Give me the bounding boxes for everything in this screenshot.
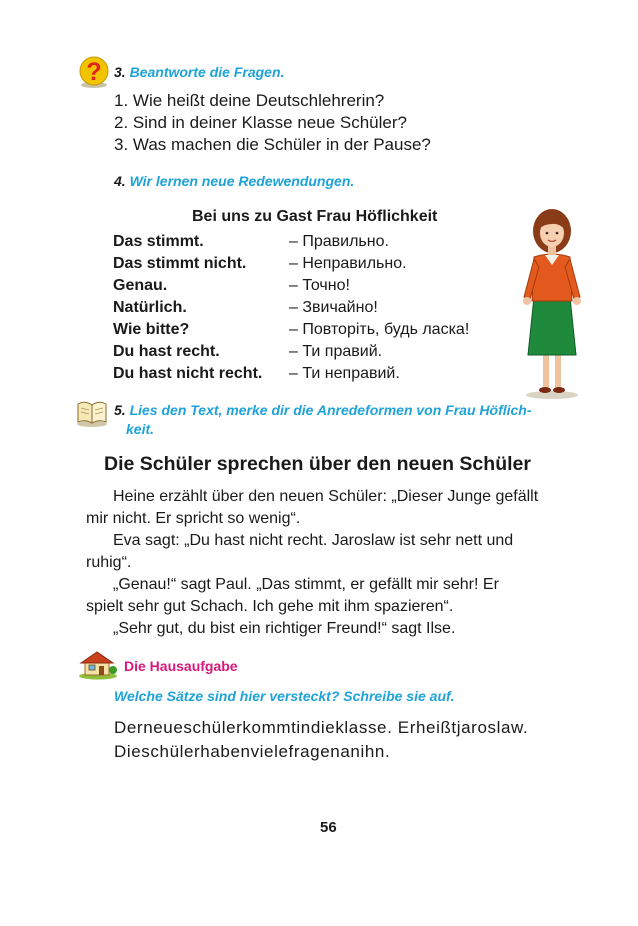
house-icon (77, 650, 119, 680)
phrase-ua: – Ти правий. (289, 343, 383, 360)
question-1: 1. Wie heißt deine Deutschlehrerin? (114, 91, 385, 110)
task-5-heading (114, 402, 594, 437)
phrase-ua: – Ти неправий. (289, 365, 400, 382)
phrase-de: Das stimmt nicht. (113, 255, 247, 272)
phrase-de: Du hast nicht recht. (113, 365, 263, 382)
phrase-de: Genau. (113, 277, 168, 294)
phrases-title: Bei uns zu Gast Frau Höflichkeit (192, 208, 438, 225)
story-line: „Sehr gut, du bist ein richtiger Freund!“ sagt Ilse. (113, 620, 456, 637)
task-3-number: 3. (114, 64, 126, 80)
story-line: spielt sehr gut Schach. Ich gehe mit ihm spazieren“. (86, 598, 454, 615)
hidden-sentences (114, 716, 528, 764)
page-number: 56 (320, 819, 337, 836)
question-2: 2. Sind in deiner Klasse neue Schüler? (114, 113, 407, 132)
story-line: Eva sagt: „Du hast nicht recht. Jaroslaw ist sehr nett und (113, 532, 514, 549)
task-3-title: Beantworte die Fragen. (129, 64, 285, 80)
homework-label: Die Hausaufgabe (124, 658, 238, 674)
phrase-de: Natürlich. (113, 299, 187, 316)
task-5-number: 5. (114, 402, 126, 418)
phrase-row (113, 277, 513, 299)
hidden-sentence-line: Dieschülerhabenvielefragenanihn. (114, 742, 391, 761)
story-line: Heine erzählt über den neuen Schüler: „Dieser Junge gefällt (113, 488, 539, 505)
phrase-row (113, 321, 513, 343)
story-line: ruhig“. (86, 554, 132, 571)
phrase-ua: – Повторіть, будь ласка! (289, 321, 470, 338)
phrase-de: Wie bitte? (113, 321, 190, 338)
question-mark-icon (78, 55, 110, 89)
homework-instruction: Welche Sätze sind hier versteckt? Schreibe sie auf. (114, 688, 455, 704)
book-icon (74, 398, 110, 428)
story-title: Die Schüler sprechen über den neuen Schüler (104, 453, 531, 475)
phrase-de: Das stimmt. (113, 233, 204, 250)
phrase-de: Du hast recht. (113, 343, 220, 360)
phrase-row (113, 299, 513, 321)
phrase-ua: – Неправильно. (289, 255, 407, 272)
phrase-ua: – Звичайно! (289, 299, 378, 316)
task-4-number: 4. (114, 173, 126, 189)
task-3-heading (114, 64, 284, 80)
phrase-row (113, 233, 513, 255)
phrase-row (113, 255, 513, 277)
phrase-ua: – Правильно. (289, 233, 389, 250)
task-3-questions (114, 90, 431, 156)
question-3: 3. Was machen die Schüler in der Pause? (114, 135, 431, 154)
hidden-sentence-line: Derneueschülerkommtindieklasse. Erheißtjaroslaw. (114, 718, 529, 737)
story-line: „Genau!“ sagt Paul. „Das stimmt, er gefällt mir sehr! Er (113, 576, 499, 593)
story-line: mir nicht. Er spricht so wenig“. (86, 510, 301, 527)
phrase-ua: – Точно! (289, 277, 350, 294)
story-text (86, 486, 578, 640)
task-5-text-line-1: Lies den Text, merke dir die Anredeformen von Frau Höflich- (129, 402, 532, 418)
task-4-title: Wir lernen neue Redewendungen. (129, 173, 355, 189)
frau-hoeflichkeit-illustration (512, 205, 592, 400)
phrase-table (113, 233, 513, 387)
svg-text:?: ? (86, 58, 102, 86)
task-4-heading (114, 173, 354, 189)
task-5-text-line-2: keit. (126, 421, 155, 437)
phrase-row (113, 343, 513, 365)
phrase-row (113, 365, 513, 387)
